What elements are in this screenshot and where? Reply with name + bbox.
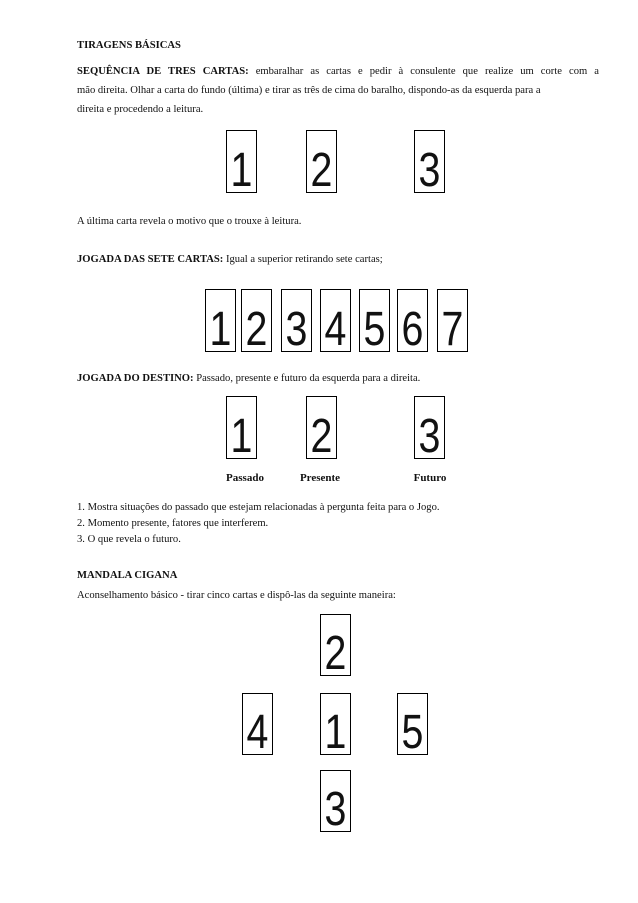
- text-line: mão direita. Olhar a carta do fundo (última) e tirar as três de cima do baralho, dispondo-as da esquerda para a: [77, 85, 541, 96]
- card-bottom: [320, 770, 351, 836]
- section-three-cards-text: [77, 62, 599, 119]
- section-note: A última carta revela o motivo que o trouxe à leitura.: [77, 216, 302, 227]
- label-passado: Passado: [226, 472, 264, 484]
- page-heading: TIRAGENS BÁSICAS: [77, 40, 181, 51]
- card-number: 6: [401, 303, 424, 356]
- section-mandala-text: Aconselhamento básico - tirar cinco cartas e dispô-las da seguinte maneira:: [77, 590, 396, 601]
- destiny-list: [77, 500, 599, 548]
- section-title: JOGADA DO DESTINO:: [77, 373, 194, 384]
- card-number: 2: [324, 627, 347, 680]
- section-text: Igual a superior retirando sete cartas;: [223, 254, 383, 265]
- card-top: [320, 614, 351, 680]
- card-number: 2: [310, 144, 333, 197]
- card-left: [242, 693, 273, 759]
- section-mandala-title: MANDALA CIGANA: [77, 570, 178, 581]
- label-presente: Presente: [299, 472, 341, 484]
- card-number: 1: [230, 144, 253, 197]
- section-seven-cards-text: [77, 250, 599, 269]
- card-number: 1: [209, 303, 232, 356]
- card-number: 5: [401, 706, 424, 759]
- card-number: 3: [324, 783, 347, 836]
- card-number: 1: [230, 410, 253, 463]
- list-item: 2. Momento presente, fatores que interferem.: [77, 518, 269, 529]
- list-item: 1. Mostra situações do passado que estejam relacionadas à pergunta feita para o Jogo.: [77, 502, 440, 513]
- card-number: 3: [418, 410, 441, 463]
- section-title: JOGADA DAS SETE CARTAS:: [77, 254, 224, 265]
- section-title: SEQUÊNCIA DE TRES CARTAS:: [77, 66, 249, 77]
- card-center: [320, 693, 351, 759]
- text-line: direita e procedendo a leitura.: [77, 104, 204, 115]
- text-line: [77, 62, 599, 81]
- card-number: 3: [285, 303, 308, 356]
- card-number: 4: [324, 303, 347, 356]
- card-1: [226, 396, 257, 463]
- card-number: 2: [310, 410, 333, 463]
- card-3: [281, 289, 312, 356]
- card-number: 2: [245, 303, 268, 356]
- card-1: [205, 289, 236, 356]
- card-number: 5: [363, 303, 386, 356]
- section-text: embaralhar as cartas e pedir à consulente que realize um corte com a: [248, 66, 599, 77]
- label-futuro: Futuro: [413, 472, 447, 484]
- card-number: 3: [418, 144, 441, 197]
- list-item: 3. O que revela o futuro.: [77, 534, 181, 545]
- card-2: [241, 289, 272, 356]
- card-5: [359, 289, 390, 356]
- card-number: 7: [441, 303, 464, 356]
- card-1: [226, 130, 257, 197]
- card-number: 1: [324, 706, 347, 759]
- section-destiny-text: [77, 369, 599, 388]
- card-number: 4: [246, 706, 269, 759]
- card-3: [414, 130, 445, 197]
- card-right: [397, 693, 428, 759]
- card-4: [320, 289, 351, 356]
- section-text: Passado, presente e futuro da esquerda para a direita.: [193, 373, 421, 384]
- card-6: [397, 289, 428, 356]
- card-2: [306, 396, 337, 463]
- card-3: [414, 396, 445, 463]
- card-2: [306, 130, 337, 197]
- card-7: [437, 289, 468, 356]
